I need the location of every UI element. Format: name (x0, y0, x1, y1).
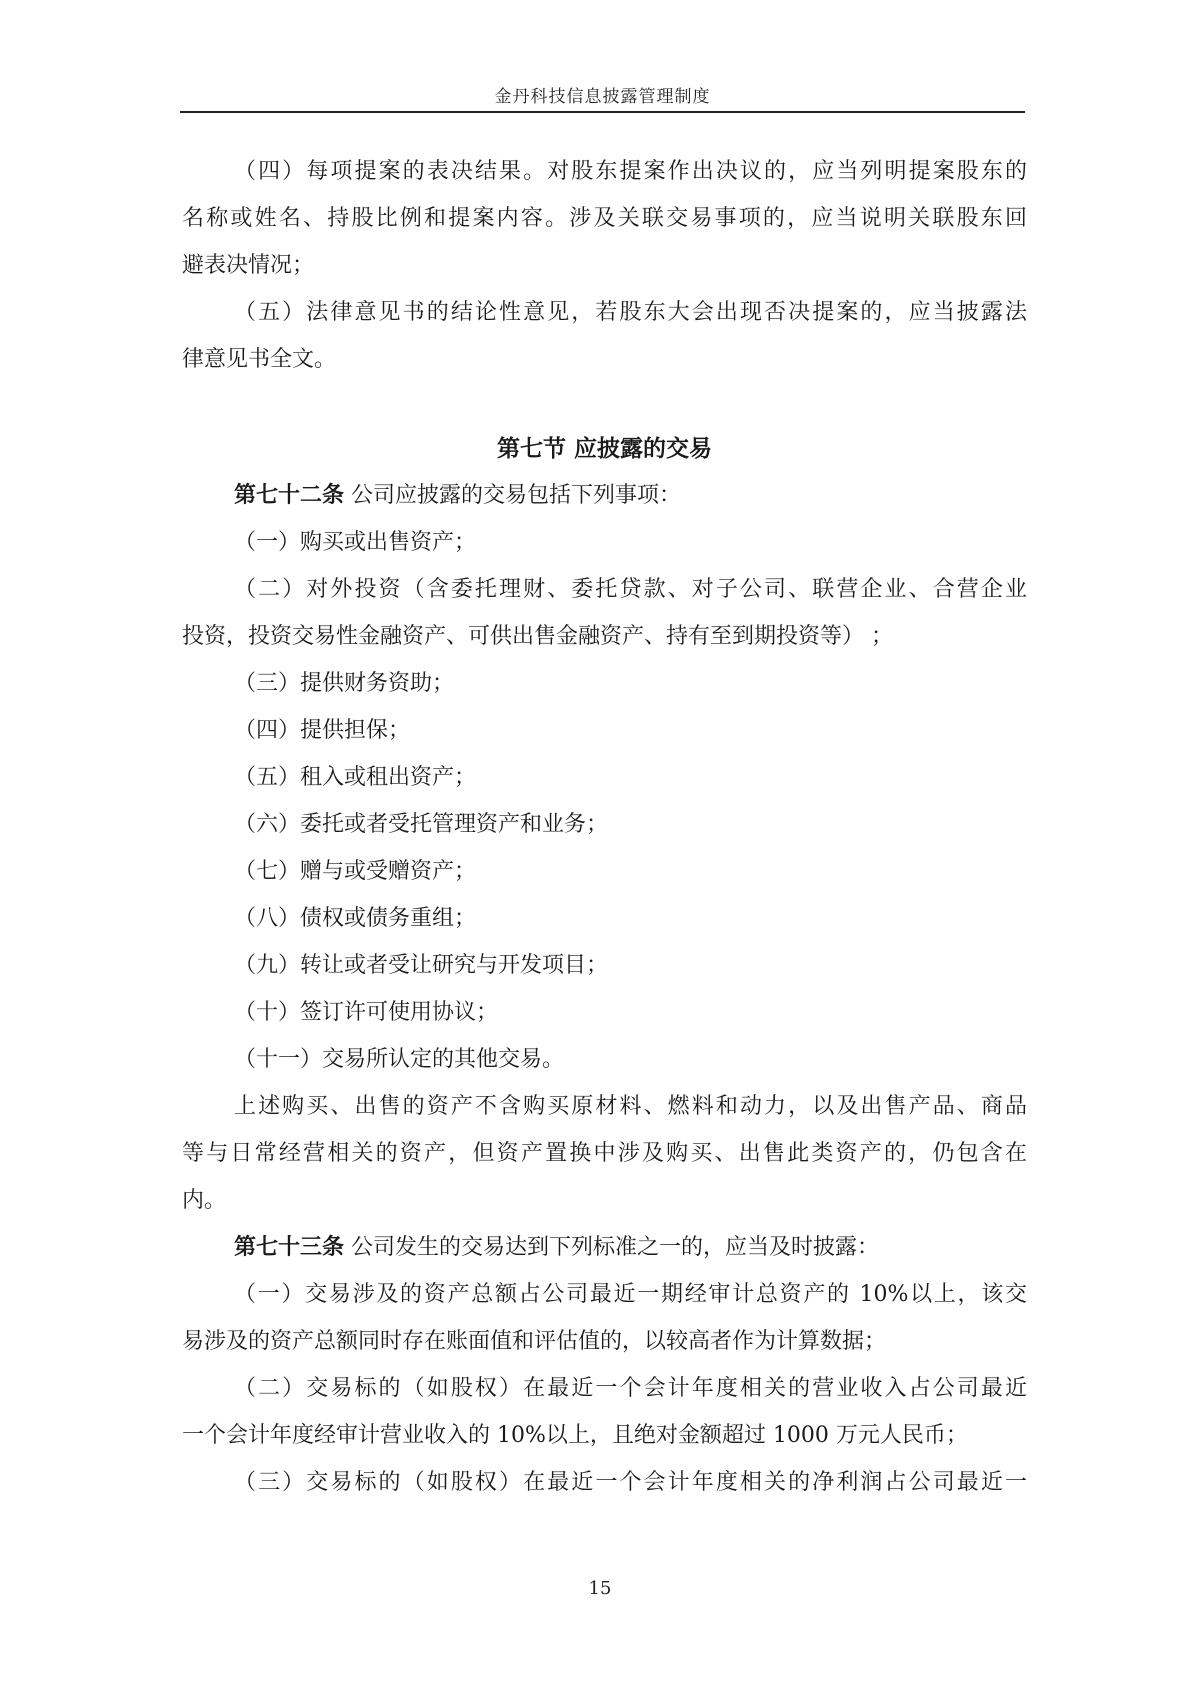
article-73-criterion-1-line-2: 易涉及的资产总额同时存在账面值和评估值的，以较高者作为计算数据； (182, 1329, 887, 1354)
article-73-criterion-2-line-2: 一个会计年度经审计营业收入的 10%以上，且绝对金额超过 1000 万元人民币； (182, 1423, 968, 1448)
article-72-item-3: （三）提供财务资助； (234, 671, 455, 696)
running-header: 金丹科技信息披露管理制度 (494, 87, 711, 107)
article-72-item-9: （九）转让或者受让研究与开发项目； (234, 953, 609, 978)
section-heading: 第七节 应披露的交易 (496, 435, 712, 462)
article-72-item-1: （一）购买或出售资产； (234, 530, 477, 555)
article-72-note-line-3: 内。 (182, 1188, 227, 1213)
clause-4-line-1: （四）每项提案的表决结果。对股东提案作出决议的，应当列明提案股东的 (234, 159, 1027, 184)
clause-4-line-3: 避表决情况； (182, 253, 315, 278)
article-73-text: 公司发生的交易达到下列标准之一的，应当及时披露： (344, 1235, 880, 1260)
article-72-item-5: （五）租入或租出资产； (234, 765, 477, 790)
article-72-label: 第七十二条 (234, 482, 345, 508)
page-number: 15 (588, 1578, 612, 1599)
article-72-item-4: （四）提供担保； (234, 718, 411, 743)
article-72-item-8: （八）债权或债务重组； (234, 906, 477, 931)
article-73-label: 第七十三条 (234, 1234, 345, 1260)
article-72-item-2-line-2: 投资，投资交易性金融资产、可供出售金融资产、持有至到期投资等） ； (182, 624, 893, 649)
document-body (182, 148, 1027, 1506)
article-72-text: 公司应披露的交易包括下列事项： (344, 483, 682, 508)
clause-4-line-2: 名称或姓名、持股比例和提案内容。涉及关联交易事项的，应当说明关联股东回 (182, 206, 1027, 231)
clause-5-line-1: （五）法律意见书的结论性意见，若股东大会出现否决提案的，应当披露法 (234, 300, 1027, 325)
article-72-item-7: （七）赠与或受赠资产； (234, 859, 477, 884)
article-72-item-11: （十一）交易所认定的其他交易。 (234, 1047, 565, 1072)
section-gap (182, 383, 1027, 425)
article-72-heading (182, 472, 1027, 519)
article-72-item-10: （十）签订许可使用协议； (234, 1000, 499, 1025)
article-72-note-line-1: 上述购买、出售的资产不含购买原材料、燃料和动力，以及出售产品、商品 (234, 1094, 1027, 1119)
article-73-criterion-3-line-1: （三）交易标的（如股权）在最近一个会计年度相关的净利润占公司最近一 (234, 1470, 1027, 1495)
article-73-criterion-1-line-1: （一）交易涉及的资产总额占公司最近一期经审计总资产的 10%以上，该交 (234, 1282, 1027, 1307)
article-72-item-2-line-1: （二）对外投资（含委托理财、委托贷款、对子公司、联营企业、合营企业 (234, 577, 1027, 602)
article-72-note-line-2: 等与日常经营相关的资产，但资产置换中涉及购买、出售此类资产的，仍包含在 (182, 1141, 1027, 1166)
clause-5-line-2: 律意见书全文。 (182, 347, 337, 372)
article-73-heading (182, 1224, 1027, 1271)
article-73-criterion-2-line-1: （二）交易标的（如股权）在最近一个会计年度相关的营业收入占公司最近 (234, 1376, 1027, 1401)
header-rule (180, 111, 1025, 113)
article-72-item-6: （六）委托或者受托管理资产和业务； (234, 812, 609, 837)
